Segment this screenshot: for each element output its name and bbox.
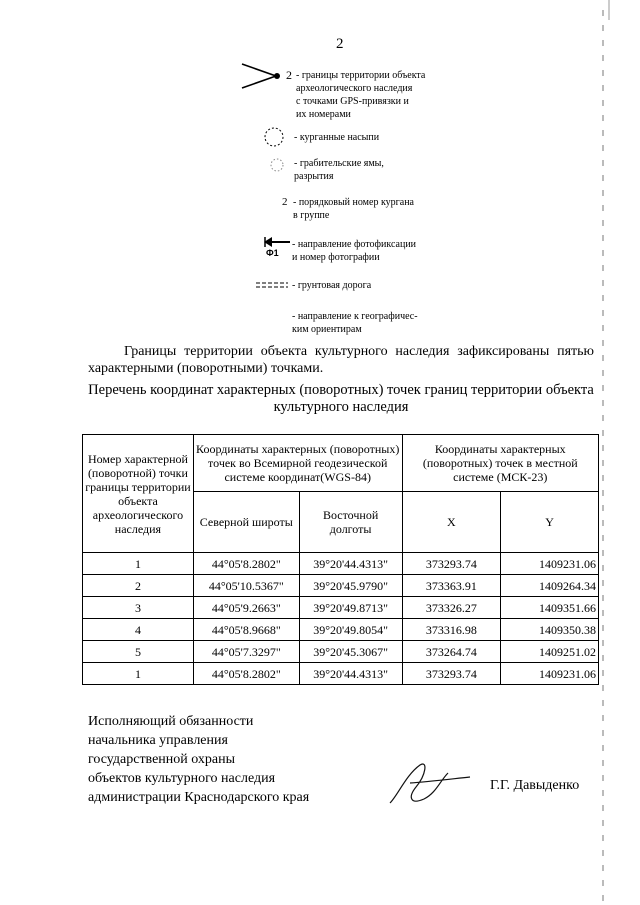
table-cell: 44°05'7.3297" (193, 641, 299, 663)
table-cell: 44°05'8.2802" (193, 553, 299, 575)
dirt-road-icon (256, 280, 288, 290)
table-row (83, 597, 599, 619)
table-cell: 373363.91 (402, 575, 501, 597)
legend-text-pits: - грабительские ямы, разрытия (294, 158, 384, 182)
legend-text-mounds: - курганные насыпи (294, 132, 380, 143)
table-cell: 2 (83, 575, 194, 597)
pit-icon (268, 156, 286, 174)
table-cell: 1409351.66 (501, 597, 599, 619)
table-cell: 44°05'9.2663" (193, 597, 299, 619)
table-cell: 1 (83, 663, 194, 685)
scan-edge-mark (595, 0, 615, 905)
table-cell: 373316.98 (402, 619, 501, 641)
table-row (83, 619, 599, 641)
table-cell: 44°05'8.9668" (193, 619, 299, 641)
table-cell: 1409251.02 (501, 641, 599, 663)
header-y: Y (501, 492, 599, 553)
table-cell: 373293.74 (402, 663, 501, 685)
coordinates-table (82, 434, 599, 685)
table-cell: 373326.27 (402, 597, 501, 619)
legend-point-number: 2 (286, 68, 292, 82)
table-cell: 1409231.06 (501, 553, 599, 575)
table-cell: 5 (83, 641, 194, 663)
legend-text-road: - грунтовая дорога (292, 280, 372, 291)
table-cell: 1409264.34 (501, 575, 599, 597)
header-x: X (402, 492, 501, 553)
table-cell: 39°20'49.8054" (299, 619, 402, 641)
table-cell: 373264.74 (402, 641, 501, 663)
table-cell: 1409350.38 (501, 619, 599, 641)
table-caption: Перечень координат характерных (поворотных) точек границ территории объекта культурного наследия (88, 382, 594, 415)
handwritten-signature (380, 755, 475, 810)
legend-photo-label: Ф1 (266, 248, 279, 258)
legend-text-boundary: - границы территории объекта археологического наследия с точками GPS-привязки и их номерами (296, 70, 426, 120)
table-cell: 39°20'44.4313" (299, 663, 402, 685)
page-number: 2 (336, 36, 344, 52)
table-cell: 1409231.06 (501, 663, 599, 685)
header-msk23: Координаты характерных (поворотных) точек в местной системе (МСК-23) (402, 435, 598, 492)
table-cell: 39°20'45.9790" (299, 575, 402, 597)
boundary-summary: Границы территории объекта культурного наследия зафиксированы пятью характерными (поворотными) точками. (88, 344, 594, 376)
table-row (83, 553, 599, 575)
legend-text-photo: - направление фотофиксации и номер фотографии (292, 239, 417, 263)
table-row (83, 663, 599, 685)
header-longitude: Восточной долготы (299, 492, 402, 553)
legend-text-mound-number: - порядковый номер кургана в группе (293, 197, 414, 221)
signatory-name: Г.Г. Давыденко (490, 778, 580, 793)
signatory-position: Исполняющий обязанности начальника управления государственной охраны объектов культурного наследия администрации Краснодарского края (88, 714, 310, 805)
header-latitude: Северной широты (193, 492, 299, 553)
table-cell: 1 (83, 553, 194, 575)
table-cell: 373293.74 (402, 553, 501, 575)
header-wgs84: Координаты характерных (поворотных) точек во Всемирной геодезической системе координат(WGS-84) (193, 435, 402, 492)
table-cell: 44°05'10.5367" (193, 575, 299, 597)
table-cell: 39°20'44.4313" (299, 553, 402, 575)
legend-mound-number: 2 (282, 196, 288, 208)
legend-text-landmarks: - направление к географичес- ким ориентирам (292, 311, 418, 335)
table-cell: 4 (83, 619, 194, 641)
boundary-point-icon (240, 62, 286, 90)
photo-direction-icon (262, 236, 292, 248)
barrow-mound-icon (262, 126, 286, 148)
table-cell: 39°20'45.3067" (299, 641, 402, 663)
table-cell: 3 (83, 597, 194, 619)
table-row (83, 641, 599, 663)
table-cell: 44°05'8.2802" (193, 663, 299, 685)
header-point-number: Номер характерной (поворотной) точки границы территории объекта археологического наследия (83, 435, 194, 553)
table-row (83, 575, 599, 597)
table-cell: 39°20'49.8713" (299, 597, 402, 619)
